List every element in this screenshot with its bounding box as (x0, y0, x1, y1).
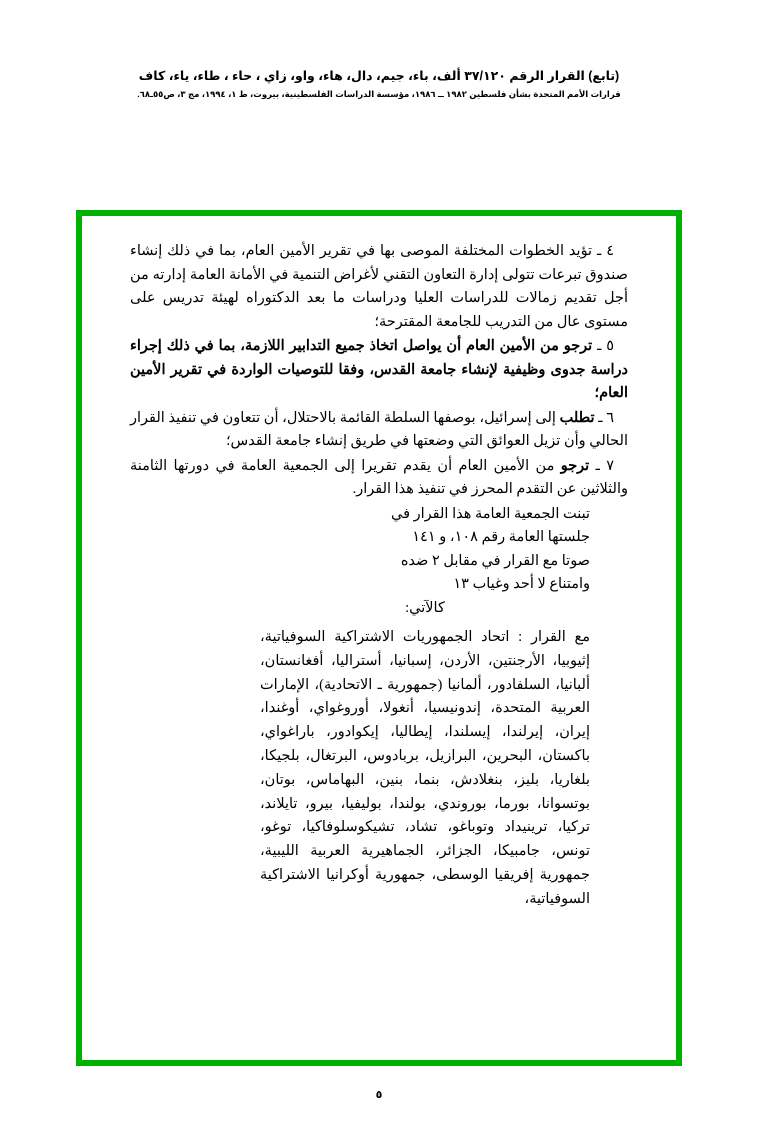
vote-note-2: جلستها العامة رقم ١٠٨، و ١٤١ (412, 529, 590, 545)
document-body (130, 240, 628, 912)
vote-note-3: صوتا مع القرار في مقابل ٢ ضده (400, 552, 590, 569)
paragraph-5-text: ترجو من الأمين العام أن يواصل اتخاذ جميع التدابير اللازمة، بما في ذلك إجراء دراسة جدوى وظيفية لإنشاء جامعة القدس، وفقا للتوصيات الواردة في تقرير الأمين العام؛ (130, 338, 628, 401)
vote-in-favour-label: مع القرار : (509, 629, 590, 645)
paragraph-6-verb: تطلب (559, 409, 595, 426)
vote-note-5: كالآتي: (405, 599, 445, 616)
paragraph-7-verb: ترجو (560, 457, 590, 474)
vote-in-favour-countries: اتحاد الجمهوريات الاشتراكية السوفياتية، إثيوبيا، الأرجنتين، الأردن، إسبانيا، أستراليا، أفغانستان، ألبانيا، السلفادور، ألمانيا (جمهورية ـ الاتحادية)، الإمارات العربية المتحدة، إندونيسيا، أنغولا، أوروغواي، أوغندا، إيران، إيرلندا، إيسلندا، إيطاليا، إيكوادور، باراغواي، باكستان، البحرين، البرازيل، بربادوس، البرتغال، بلجيكا، بلغاريا، بليز، بنغلادش، بنما، بنين، البهاماس، بوتان، بوتسوانا، بورما، بوروندي، بولندا، بوليفيا، بيرو، تايلاند، تركيا، ترينيداد وتوباغو، تشاد، تشيكوسلوفاكيا، توغو، تونس، جامبيكا، الجزائر، الجماهيرية العربية الليبية، جمهورية إفريقيا الوسطى، جمهورية أوكرانيا الاشتراكية السوفياتية، (260, 629, 590, 907)
paragraph-6-number: ٦ ـ (594, 409, 614, 426)
paragraph-6-text: إلى إسرائيل، بوصفها السلطة القائمة بالاحتلال، أن تتعاون في تنفيذ القرار الحالي وأن تزيل العوائق التي وضعتها في طريق إنشاء جامعة القدس؛ (130, 409, 628, 449)
paragraph-5 (130, 335, 628, 406)
paragraph-4: ٤ ـ تؤيد الخطوات المختلفة الموصى بها في تقرير الأمين العام، بما في ذلك إنشاء صندوق تبرعات تتولى إدارة التعاون التقني لأغراض التنمية في الأمانة العامة إدارته من أجل تقديم زمالات للدراسات العليا ودراسات ما بعد الدكتوراه لهيئة تدريس على مستوى عال من التدريب للجامعة المقترحة؛ (130, 243, 628, 330)
paragraph-5-number: ٥ ـ (592, 338, 615, 354)
paragraph-7-text: من الأمين العام أن يقدم تقريرا إلى الجمعية العامة في دورتها الثامنة والثلاثين عن التقدم المحرز في تنفيذ هذا القرار. (130, 457, 628, 497)
paragraph-7-number: ٧ ـ (589, 457, 615, 474)
paragraph-6 (130, 407, 628, 454)
paragraph-7 (130, 455, 628, 502)
header-source: قرارات الأمم المتحدة بشأن فلسطين ١٩٨٢ ــ ١٩٨٦، مؤسسة الدراسات الفلسطينية، بيروت، ط ١، ١٩٩٤، مج ٣، ص٥٥ـ٦٨. (137, 89, 621, 99)
vote-in-favour-list (260, 626, 590, 912)
vote-note-1: تبنت الجمعية العامة هذا القرار في (391, 505, 590, 522)
page-number: ٥ (375, 1089, 383, 1101)
vote-note-4: وامتناع لا أحد وغياب ١٣ (453, 576, 590, 592)
header-title: (تابع) القرار الرقم ٣٧/١٢٠ ألف، باء، جيم، دال، هاء، واو، زاي ، حاء ، طاء، ياء، كاف (138, 69, 620, 83)
page-header (0, 68, 758, 101)
document-page (0, 68, 758, 1146)
